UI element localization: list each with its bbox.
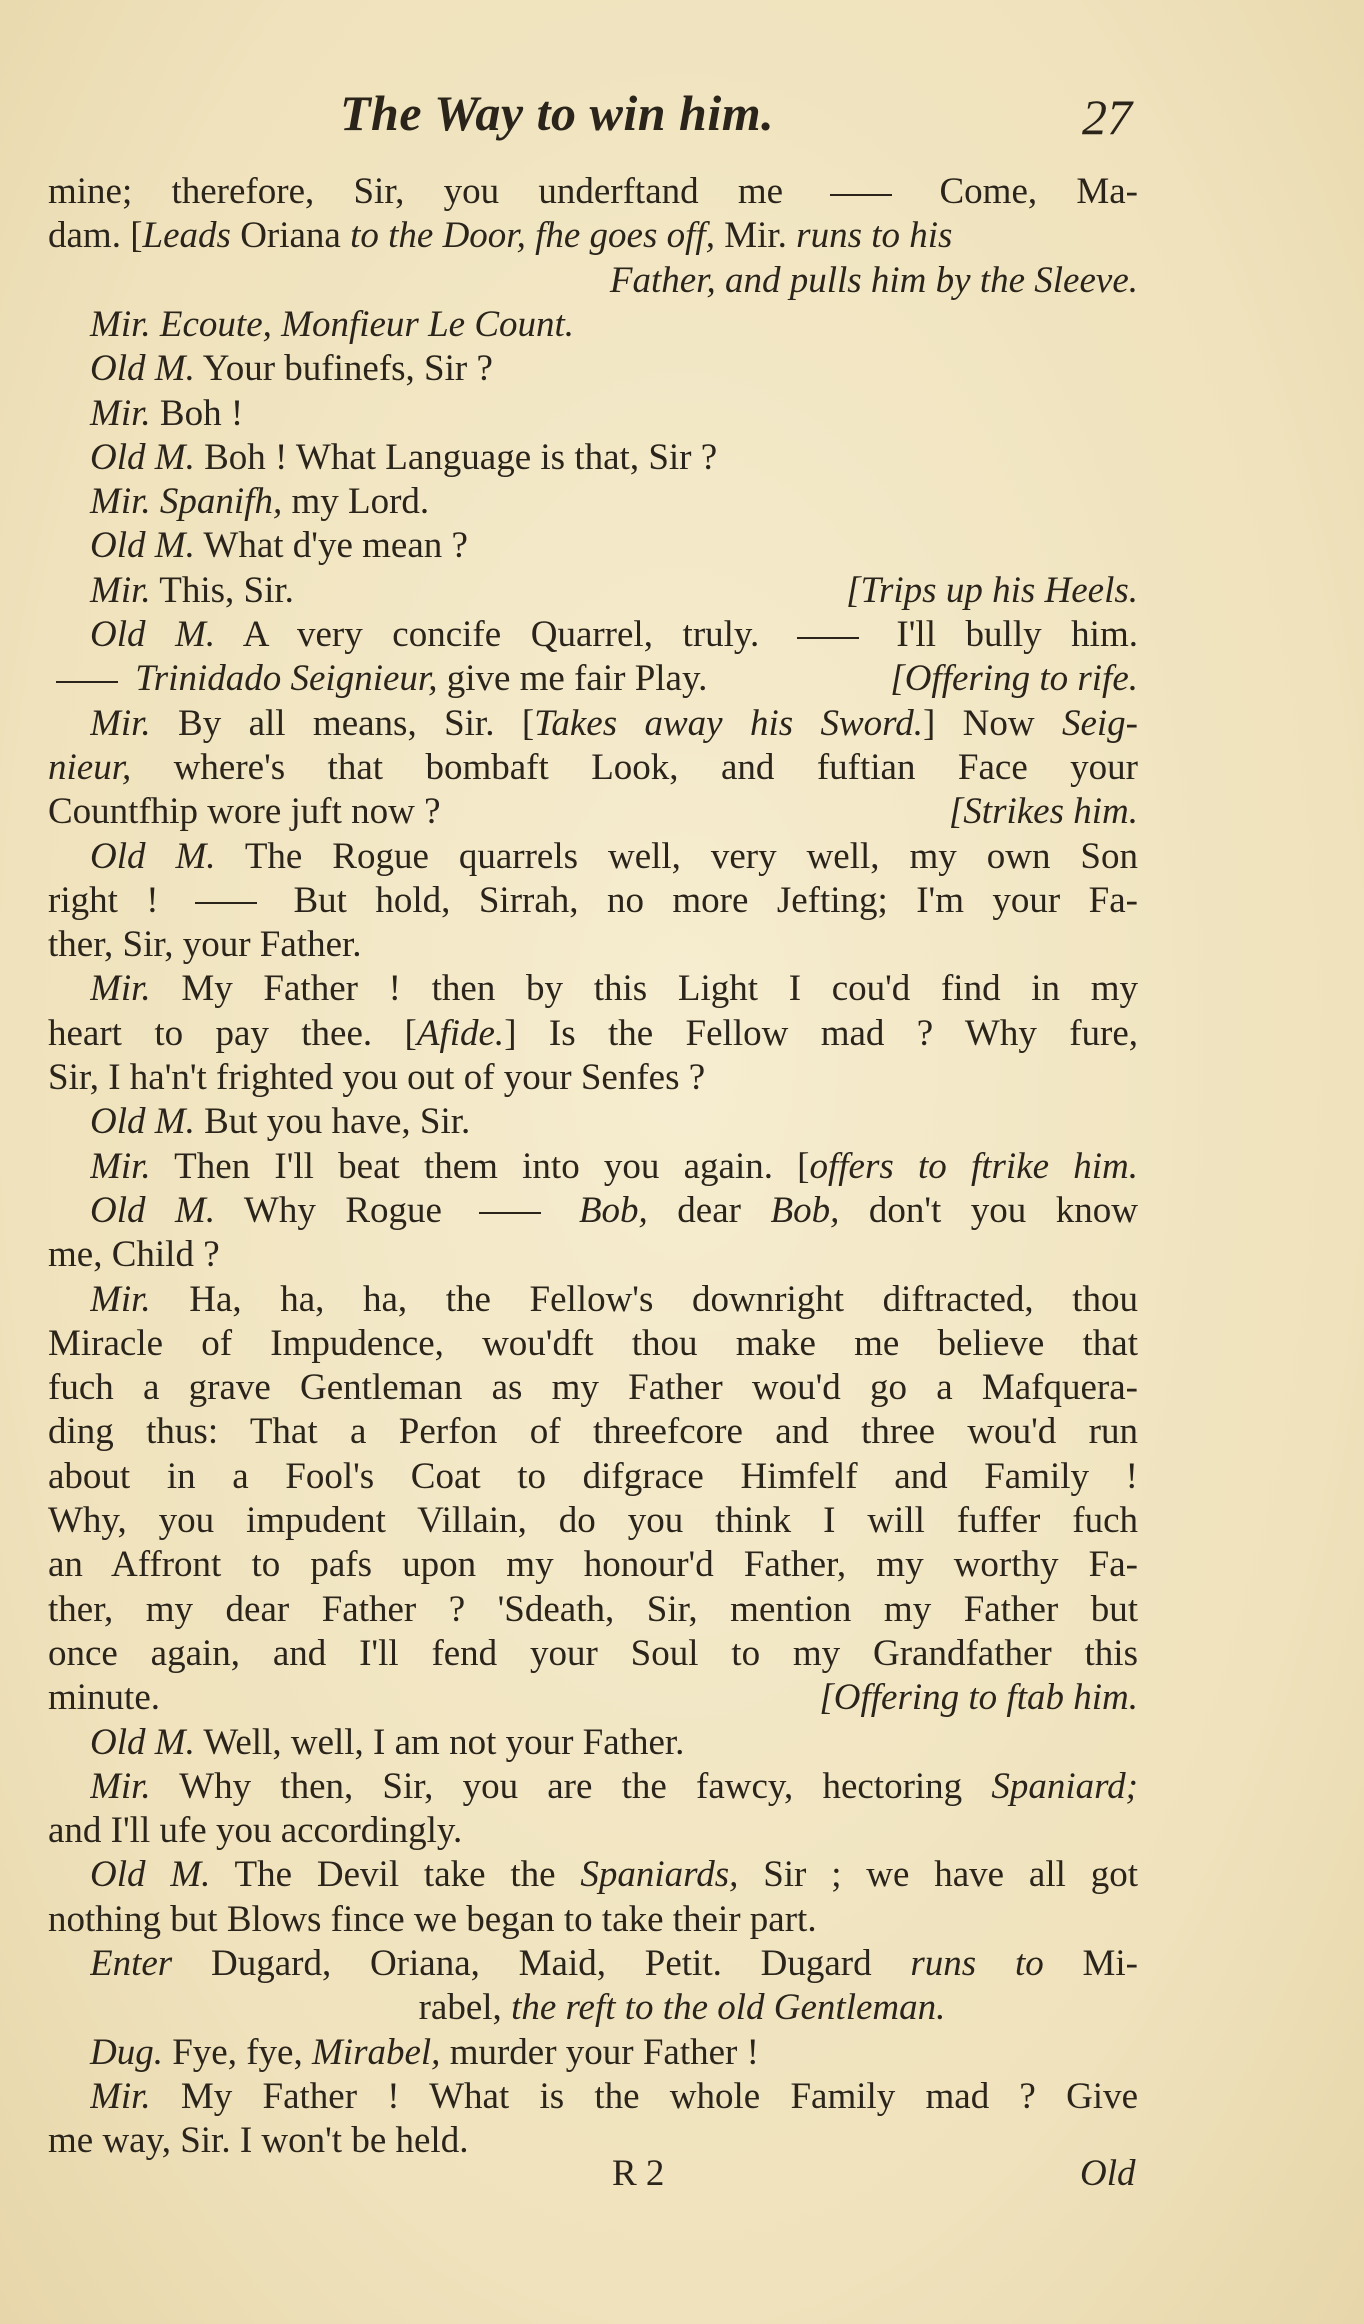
- roman-text: Mi-: [1043, 1943, 1138, 1984]
- roman-text: mine; therefore, Sir, you underftand me: [48, 171, 823, 212]
- text-line: [90, 702, 1138, 746]
- roman-text: don't you know: [839, 1189, 1138, 1231]
- text-line: [48, 1012, 1138, 1056]
- text-line: [0, 1986, 1364, 2030]
- roman-text: I'll bully him.: [866, 614, 1138, 655]
- italic-text: [Strikes him.: [948, 791, 1138, 833]
- text-line: [48, 1543, 1138, 1587]
- roman-text: me, Child ?: [48, 1234, 220, 1276]
- text-line: [48, 657, 1138, 701]
- italic-text: the reft to the old Gentleman.: [511, 1987, 946, 2029]
- italic-text: Mir.: [90, 2075, 151, 2117]
- roman-text: about in a Fool's Coat to difgrace Himfelf and Family !: [48, 1455, 1138, 1497]
- text-line: [48, 1233, 1138, 1277]
- text-line: [48, 1809, 1138, 1853]
- roman-text: My Father ! What is the whole Family mad ? Give: [150, 2075, 1138, 2117]
- running-title: The Way to win him.: [340, 85, 775, 141]
- italic-text: Takes away his Sword.: [534, 702, 923, 744]
- italic-text: Father, and pulls him by the Sleeve.: [609, 259, 1138, 301]
- roman-text: By all means, Sir. [: [150, 702, 535, 744]
- text-line: [90, 303, 1138, 347]
- em-dash-rule: [195, 902, 257, 904]
- signature-mark: R 2: [612, 2153, 665, 2194]
- text-line: [48, 2119, 1138, 2163]
- roman-text: dear: [647, 1189, 771, 1231]
- roman-text: nothing but Blows fince we began to take their part.: [48, 1898, 817, 1940]
- catchword: Old: [1080, 2153, 1136, 2194]
- text-line: [48, 1588, 1138, 1632]
- text-line: [610, 259, 1138, 303]
- roman-text: What d'ye mean ?: [194, 525, 468, 567]
- text-line: [90, 1853, 1138, 1897]
- roman-text: Boh !: [150, 392, 244, 434]
- stage-direction: [846, 569, 1138, 613]
- italic-text: [Offering to rife.: [890, 658, 1138, 700]
- roman-text: and I'll ufe you accordingly.: [48, 1810, 463, 1852]
- italic-text: Old M.: [90, 348, 195, 390]
- italic-text: Mir.: [90, 1765, 151, 1807]
- text-line: [48, 1322, 1138, 1366]
- text-line: [90, 1278, 1138, 1322]
- roman-text: fuch a grave Gentleman as my Father wou'd go a Mafquera-: [48, 1367, 1138, 1409]
- text-line: [48, 214, 1138, 258]
- italic-text: [Offering to ftab him.: [819, 1677, 1138, 1719]
- italic-text: Spaniards,: [580, 1854, 739, 1896]
- italic-text: Enter: [90, 1943, 173, 1984]
- roman-text: ] Now: [922, 702, 1062, 744]
- italic-text: Mir.: [90, 702, 151, 744]
- roman-text: [: [120, 215, 143, 257]
- roman-text: My Father ! then by this Light I cou'd find in my: [150, 968, 1138, 1010]
- italic-text: Old M.: [90, 1101, 195, 1143]
- roman-text: Ha, ha, ha, the Fellow's downright diftracted, thou: [150, 1278, 1138, 1320]
- italic-text: Dug.: [90, 2031, 163, 2073]
- roman-text: right !: [48, 879, 188, 921]
- text-line: [90, 2075, 1138, 2119]
- line-left: [48, 790, 441, 834]
- roman-text: Boh ! What Language is that, Sir ?: [194, 436, 718, 478]
- roman-text: A very concife Quarrel, truly.: [215, 614, 789, 655]
- stage-direction: [890, 657, 1138, 701]
- text-line: [48, 1056, 1138, 1100]
- text-line: [48, 170, 1138, 214]
- italic-text: Old M.: [90, 1854, 211, 1896]
- roman-text: The Devil take the: [210, 1854, 581, 1896]
- roman-text: dam.: [48, 215, 121, 257]
- italic-text: runs to: [910, 1943, 1044, 1984]
- text-line: [90, 524, 1138, 568]
- italic-text: offers to ftrike him.: [809, 1145, 1138, 1187]
- italic-text: Mir.: [90, 968, 151, 1010]
- text-line: [90, 835, 1138, 879]
- italic-text: Mir. Ecoute, Monfieur Le Count.: [90, 303, 575, 345]
- roman-text: Why then, Sir, you are the fawcy, hectoring: [150, 1765, 992, 1807]
- roman-text: Oriana: [230, 215, 351, 257]
- roman-text: Well, well, I am not your Father.: [194, 1721, 685, 1763]
- roman-text: heart to pay thee. [: [48, 1012, 417, 1054]
- italic-text: nieur,: [48, 746, 132, 788]
- italic-text: Old M.: [90, 1721, 195, 1763]
- page-number: 27: [1082, 89, 1132, 145]
- italic-text: runs to his: [796, 215, 953, 257]
- text-line: [90, 392, 1138, 436]
- em-dash-rule: [56, 681, 118, 683]
- em-dash-rule: [797, 637, 859, 639]
- roman-text: rabel,: [418, 1987, 512, 2029]
- roman-text: Then I'll beat them into you again. [: [150, 1145, 810, 1187]
- italic-text: Mir.: [90, 1145, 151, 1187]
- italic-text: Old M.: [90, 525, 195, 567]
- italic-text: Trinidado Seignieur,: [126, 658, 438, 700]
- italic-text: Mir.: [90, 1278, 151, 1320]
- text-line: [90, 1765, 1138, 1809]
- text-line: [48, 1898, 1138, 1942]
- text-line: [90, 1145, 1138, 1189]
- roman-text: ding thus: That a Perfon of threefcore and three wou'd run: [48, 1411, 1138, 1453]
- italic-text: Old M.: [90, 1189, 216, 1231]
- italic-text: Mirabel,: [311, 2031, 441, 2073]
- roman-text: Fye, fye,: [162, 2031, 312, 2073]
- roman-text: The Rogue quarrels well, very well, my own Son: [215, 835, 1138, 877]
- text-line: [90, 613, 1138, 657]
- text-line: [48, 1632, 1138, 1676]
- roman-text: my Lord.: [282, 481, 430, 523]
- stage-direction: [819, 1676, 1138, 1720]
- text-line: [90, 347, 1138, 391]
- roman-text: Dugard, Oriana, Maid, Petit. Dugard: [172, 1943, 911, 1984]
- line-left: [48, 1676, 160, 1720]
- italic-text: Old M.: [90, 436, 195, 478]
- text-line: [48, 1410, 1138, 1454]
- roman-text: But you have, Sir.: [194, 1101, 471, 1143]
- roman-text: ther, my dear Father ? 'Sdeath, Sir, mention my Father but: [48, 1588, 1138, 1630]
- text-line: [48, 746, 1138, 790]
- page-header: [0, 84, 1364, 154]
- italic-text: Spaniard;: [991, 1765, 1138, 1807]
- italic-text: to the Door, fhe goes off,: [350, 215, 715, 257]
- italic-text: Mir. Spanifh,: [90, 481, 283, 523]
- text-line: [90, 2031, 1138, 2075]
- italic-text: [Trips up his Heels.: [846, 569, 1138, 611]
- stage-direction: [949, 790, 1138, 834]
- line-left: [90, 569, 294, 613]
- text-line: [48, 1366, 1138, 1410]
- text-line: [48, 1499, 1138, 1543]
- roman-text: give me fair Play.: [437, 658, 708, 700]
- roman-text: Mir.: [714, 215, 797, 257]
- em-dash-rule: [830, 194, 892, 196]
- em-dash-rule: [479, 1212, 541, 1214]
- roman-text: Countfhip wore juft now ?: [48, 791, 441, 833]
- text-line: [90, 569, 1138, 613]
- roman-text: Sir, I ha'n't frighted you out of your Senfes ?: [48, 1057, 706, 1098]
- text-line: [48, 1676, 1138, 1720]
- italic-text: Mir.: [90, 392, 151, 434]
- italic-text: Mir.: [90, 569, 151, 611]
- roman-text: Come, Ma-: [900, 171, 1138, 212]
- text-line: [90, 1721, 1138, 1765]
- italic-text: Bob,: [770, 1189, 840, 1231]
- line-left: [48, 657, 707, 701]
- text-line: [90, 1100, 1138, 1144]
- roman-text: But hold, Sirrah, no more Jefting; I'm your Fa-: [265, 879, 1138, 921]
- text-line: [48, 1455, 1138, 1499]
- text-line: [90, 1189, 1138, 1233]
- roman-text: minute.: [48, 1677, 161, 1719]
- roman-text: ] Is the Fellow mad ? Why fure,: [504, 1012, 1138, 1054]
- roman-text: murder your Father !: [440, 2031, 759, 2073]
- roman-text: Why, you impudent Villain, do you think I will fuffer fuch: [48, 1500, 1138, 1541]
- roman-text: an Affront to pafs upon my honour'd Father, my worthy Fa-: [48, 1544, 1138, 1586]
- roman-text: once again, and I'll fend your Soul to my Grandfather this: [48, 1632, 1138, 1674]
- italic-text: Old M.: [90, 835, 216, 877]
- roman-text: Your bufinefs, Sir ?: [194, 348, 493, 390]
- roman-text: Miracle of Impudence, wou'dft thou make me believe that: [48, 1322, 1138, 1364]
- italic-text: Bob,: [549, 1189, 648, 1231]
- text-line: [90, 1942, 1138, 1986]
- text-line: [48, 790, 1138, 834]
- text-line: [90, 967, 1138, 1011]
- roman-text: me way, Sir. I won't be held.: [48, 2120, 469, 2162]
- italic-text: Old M.: [90, 614, 216, 655]
- italic-text: Leads: [142, 215, 231, 257]
- roman-text: This, Sir.: [150, 569, 294, 611]
- roman-text: ther, Sir, your Father.: [48, 924, 362, 966]
- roman-text: Sir ; we have all got: [738, 1854, 1138, 1896]
- text-line: [48, 923, 1138, 967]
- text-line: [48, 879, 1138, 923]
- italic-text: Afide.: [416, 1012, 505, 1054]
- text-line: [90, 436, 1138, 480]
- text-line: [90, 480, 1138, 524]
- roman-text: Why Rogue: [215, 1189, 472, 1231]
- italic-text: Seig-: [1061, 702, 1138, 744]
- roman-text: where's that bombaft Look, and fuftian Face your: [131, 746, 1138, 788]
